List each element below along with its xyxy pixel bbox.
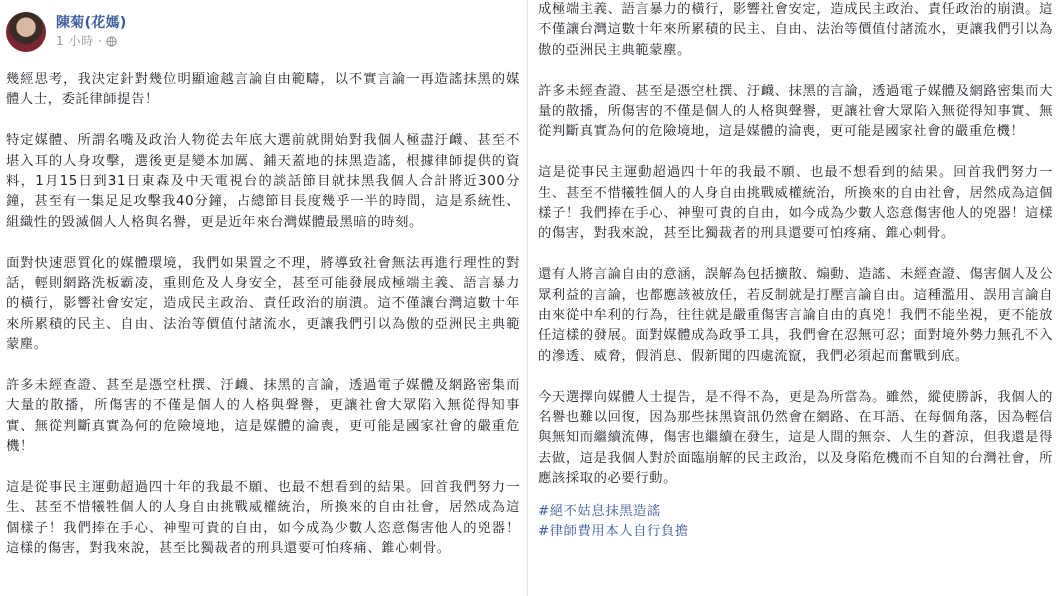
post-paragraph: 今天選擇向媒體人士提告，是不得不為，更是為所當為。雖然，縱使勝訴，我個人的名譽也難以回復，因為那些抹黑資訊仍然會在網路、在耳語、在每個角落，因為輕信與無知而繼續流傳，傷害也繼續在發生，這是人間的無奈、人生的蒼涼，但我還是得去做，這是我個人對於面臨崩解的民主政治，以及身陷危機而不自知的台灣社會，所應該採取的必要行動。 <box>538 389 1053 487</box>
post-paragraph: 面對快速惡質化的媒體環境，我們如果置之不理，將導致社會無法再進行理性的對話，輕則網路洗板霸凌，重則危及人身安全，甚至可能發展成極端主義、語言暴力的橫行，影響社會安定，造成民主政治、責任政治的崩潰。這不僅讓台灣這數十年來所累積的民主、自由、法治等價值付諸流水，更讓我們引以為傲的亞洲民主典範蒙塵。 <box>6 255 520 353</box>
post-right-column <box>538 0 1053 543</box>
column-divider <box>527 0 528 596</box>
hashtag-link[interactable]: #律師費用本人自行負擔 <box>538 524 689 540</box>
post-paragraph: 這是從事民主運動超過四十年的我最不願、也最不想看到的結果。回首我們努力一生、甚至不惜犧牲個人的人身自由挑戰威權統治，所換來的自由社會，居然成為這個樣子！我們捧在手心、神聖可貴的自由，如今成為少數人恣意傷害他人的兇器！這樣的傷害，對我來說，甚至比獨裁者的刑具還要可怕疼痛、錐心刺骨。 <box>538 165 1053 242</box>
author-block <box>56 14 127 50</box>
post-timestamp[interactable]: 1 小時 <box>56 34 94 48</box>
globe-icon[interactable] <box>106 36 117 47</box>
post-paragraph: 許多未經查證、甚至是憑空杜撰、汙衊、抹黑的言論，透過電子媒體及網路密集而大量的散播，所傷害的不僅是個人的人格與聲譽，更讓社會大眾陷入無從得知事實、無從判斷真實為何的危險境地，這是媒體的淪喪，更可能是國家社會的嚴重危機！ <box>6 378 520 455</box>
post-paragraph: 這是從事民主運動超過四十年的我最不願、也最不想看到的結果。回首我們努力一生、甚至不惜犧牲個人的人身自由挑戰威權統治，所換來的自由社會，居然成為這個樣子！我們捧在手心、神聖可貴的自由，如今成為少數人恣意傷害他人的兇器！這樣的傷害，對我來說，甚至比獨裁者的刑具還要可怕疼痛、錐心刺骨。 <box>6 480 520 557</box>
hashtag-link[interactable]: #絕不姑息抹黑造謠 <box>538 504 661 520</box>
post-left-column <box>6 0 520 580</box>
hashtag-list <box>538 502 1053 543</box>
post-header <box>6 0 520 64</box>
post-paragraph: 還有人將言論自由的意涵，誤解為包括擴散、煽動、造謠、未經查證、傷害個人及公眾利益的言論，也都應該被放任，若反制就是打壓言論自由。這種濫用、誤用言論自由來從中牟利的行為，往往就是嚴重傷害言論自由的真兇！我們不能坐視，更不能放任這樣的發展。面對媒體成為政爭工具，我們會在忍無可忍；面對境外勢力無孔不入的滲透、威脅，假消息、假新聞的四處流竄，我們必須起而奮戰到底。 <box>538 267 1053 364</box>
post-paragraph: 成極端主義、語言暴力的橫行，影響社會安定，造成民主政治、責任政治的崩潰。這不僅讓台灣這數十年來所累積的民主、自由、法治等價值付諸流水，更讓我們引以為傲的亞洲民主典範蒙塵。 <box>538 2 1053 58</box>
post-paragraph: 許多未經查證、甚至是憑空杜撰、汙衊、抹黑的言論，透過電子媒體及網路密集而大量的散播，所傷害的不僅是個人的人格與聲譽，更讓社會大眾陷入無從得知事實、無從判斷真實為何的危險境地，這是媒體的淪喪，更可能是國家社會的嚴重危機！ <box>538 83 1053 140</box>
post-paragraph: 幾經思考，我決定針對幾位明顯逾越言論自由範疇，以不實言論一再造謠抹黑的媒體人士，委託律師提告！ <box>6 72 520 108</box>
post-paragraph: 特定媒體、所謂名嘴及政治人物從去年底大選前就開始對我個人極盡汙衊、甚至不堪入耳的人身攻擊，選後更是變本加厲、鋪天蓋地的抹黑造謠，根據律師提供的資料，1月15日到31日東森及中天電視台的談話節目就抹黑我個人合計將近300分鐘，甚至有一集足足攻擊我40分鐘，占總節目長度幾乎一半的時間，這是系統性、組織性的毀滅個人人格與名譽，更是近年來台灣媒體最黑暗的時刻。 <box>6 133 520 230</box>
avatar[interactable] <box>6 12 46 52</box>
post-meta: 1 小時 · <box>56 32 127 50</box>
author-name[interactable]: 陳菊(花媽) <box>56 15 127 31</box>
